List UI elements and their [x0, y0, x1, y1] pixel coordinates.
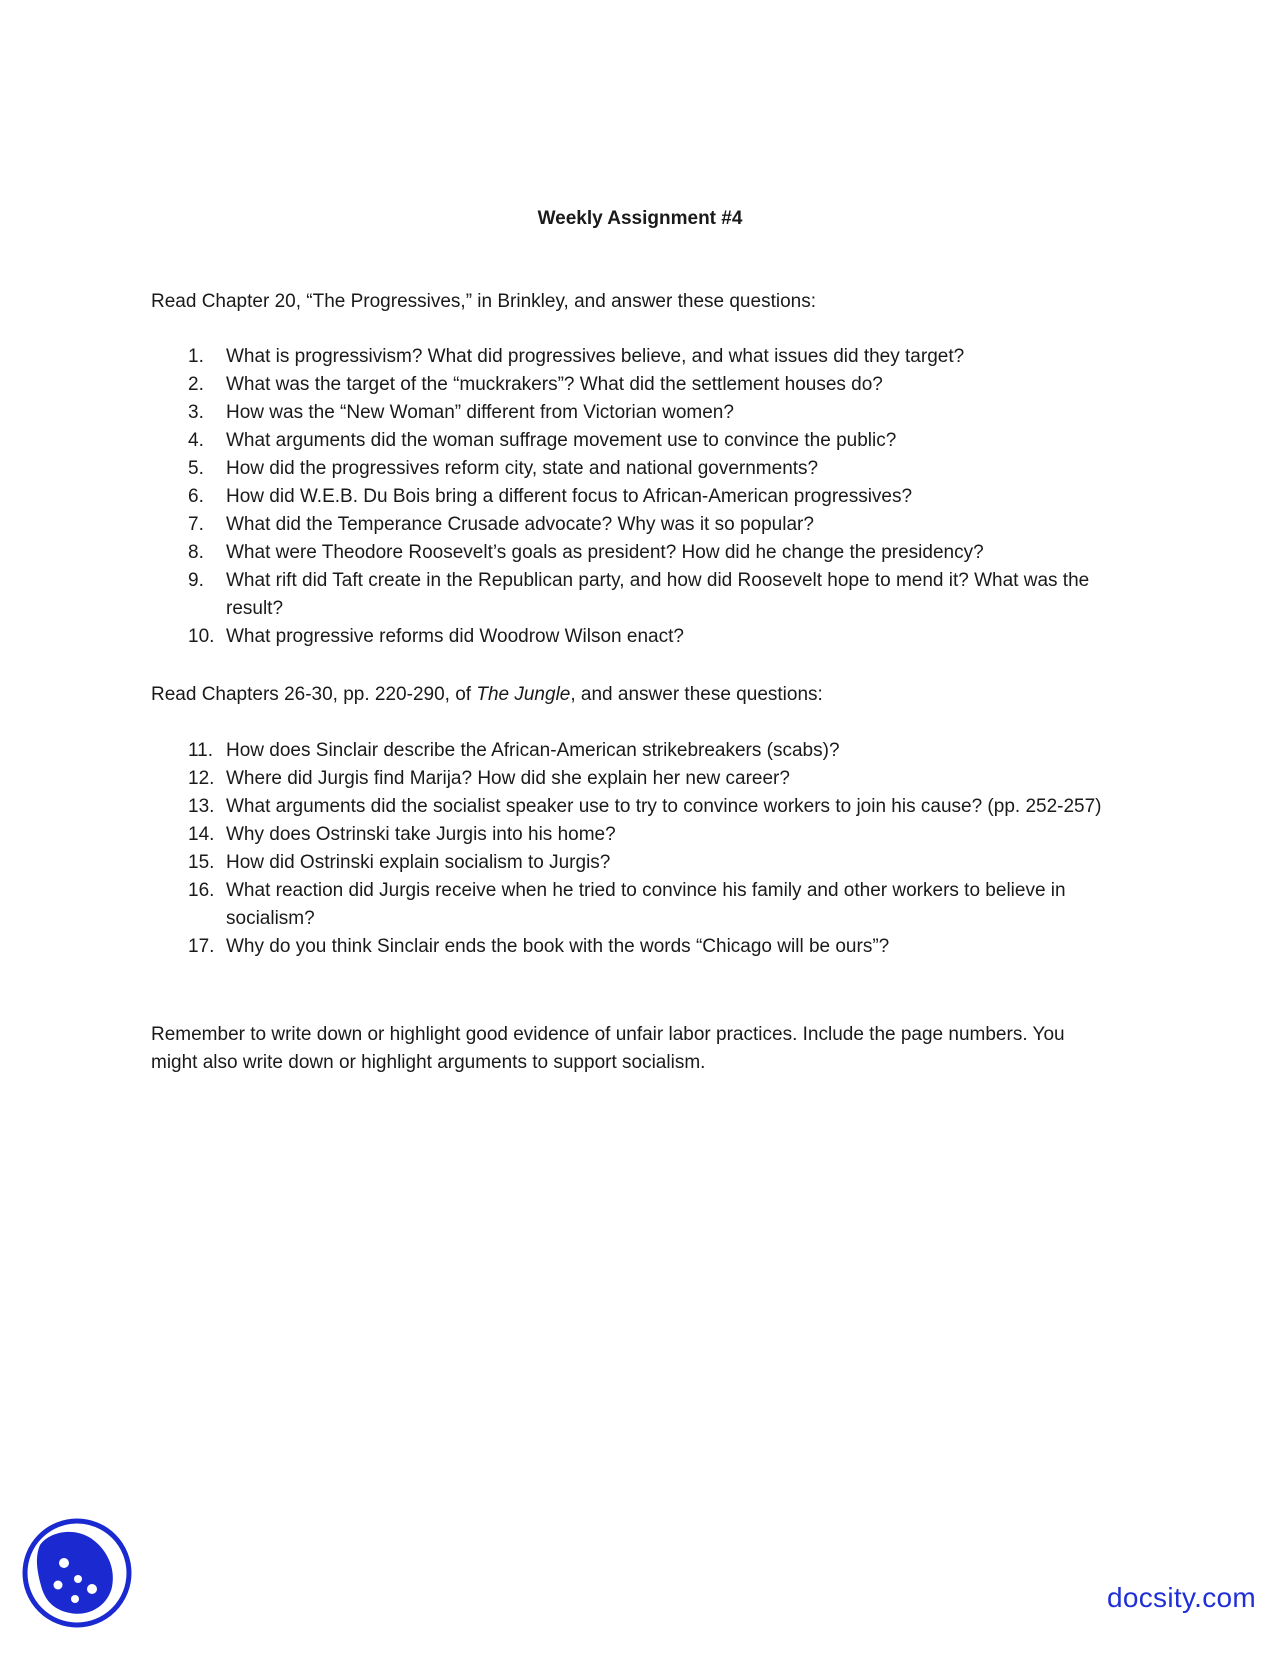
question-item	[0, 539, 1280, 567]
question-item	[0, 623, 1280, 651]
question-item	[0, 765, 1280, 793]
question-number: 15.	[188, 852, 215, 873]
question-number: 8.	[188, 542, 204, 563]
question-item	[0, 793, 1280, 821]
docsity-brand-link[interactable]: docsity.com	[1107, 1582, 1257, 1613]
question-number: 7.	[188, 514, 204, 535]
question-item	[0, 737, 1280, 765]
question-number: 9.	[188, 570, 204, 591]
question-number: 17.	[188, 936, 215, 957]
question-item	[0, 371, 1280, 399]
closing-note: Remember to write down or highlight good evidence of unfair labor practices. Include the page numbers. You might also write down or highlight arguments to support socialism.	[151, 1024, 1065, 1073]
question-number: 14.	[188, 824, 215, 845]
section2-intro-book-title: The Jungle	[476, 684, 571, 705]
question-text: How did Ostrinski explain socialism to Jurgis?	[226, 852, 611, 873]
question-item	[0, 849, 1280, 877]
question-number: 6.	[188, 486, 204, 507]
section2-intro-after: , and answer these questions:	[570, 684, 823, 705]
question-text: How did the progressives reform city, state and national governments?	[226, 458, 819, 479]
section2-question-list	[0, 737, 1280, 961]
question-text: What were Theodore Roosevelt’s goals as president? How did he change the presidency?	[226, 542, 984, 563]
section1-question-list	[0, 343, 1280, 651]
question-item	[0, 933, 1280, 961]
question-text: How was the “New Woman” different from Victorian women?	[226, 402, 734, 423]
question-text: What rift did Taft create in the Republican party, and how did Roosevelt hope to mend it? What was the result?	[226, 570, 1090, 619]
question-number: 4.	[188, 430, 204, 451]
question-number: 12.	[188, 768, 215, 789]
question-number: 2.	[188, 374, 204, 395]
question-text: What progressive reforms did Woodrow Wilson enact?	[226, 626, 684, 647]
question-text: What arguments did the socialist speaker use to try to convince workers to join his cause? (pp. 252-257)	[226, 796, 1102, 817]
question-number: 16.	[188, 880, 215, 901]
question-text: What was the target of the “muckrakers”? What did the settlement houses do?	[226, 374, 883, 395]
question-text: How did W.E.B. Du Bois bring a different focus to African-American progressives?	[226, 486, 913, 507]
question-number: 11.	[188, 740, 214, 761]
question-item	[0, 821, 1280, 849]
question-item	[0, 567, 1280, 623]
question-text: How does Sinclair describe the African-American strikebreakers (scabs)?	[226, 740, 840, 761]
question-number: 1.	[188, 346, 204, 367]
question-text: Where did Jurgis find Marija? How did she explain her new career?	[226, 768, 790, 789]
question-item	[0, 427, 1280, 455]
question-item	[0, 343, 1280, 371]
question-item	[0, 455, 1280, 483]
question-item	[0, 399, 1280, 427]
page-title: Weekly Assignment #4	[537, 208, 743, 229]
question-text: What reaction did Jurgis receive when he tried to convince his family and other workers to believe in socialism?	[226, 880, 1066, 929]
section2-intro	[151, 681, 1131, 709]
question-number: 5.	[188, 458, 204, 479]
question-number: 3.	[188, 402, 204, 423]
question-text: What did the Temperance Crusade advocate? Why was it so popular?	[226, 514, 814, 535]
docsity-logo-icon	[20, 1515, 134, 1631]
question-text: What arguments did the woman suffrage movement use to convince the public?	[226, 430, 897, 451]
section1-intro: Read Chapter 20, “The Progressives,” in Brinkley, and answer these questions:	[151, 291, 816, 312]
question-item	[0, 511, 1280, 539]
question-number: 10.	[188, 626, 215, 647]
question-number: 13.	[188, 796, 215, 817]
question-item	[0, 483, 1280, 511]
question-text: Why do you think Sinclair ends the book with the words “Chicago will be ours”?	[226, 936, 890, 957]
question-text: Why does Ostrinski take Jurgis into his home?	[226, 824, 616, 845]
section2-intro-before: Read Chapters 26-30, pp. 220-290, of	[151, 684, 477, 705]
question-text: What is progressivism? What did progressives believe, and what issues did they target?	[226, 346, 965, 367]
question-item	[0, 877, 1280, 933]
